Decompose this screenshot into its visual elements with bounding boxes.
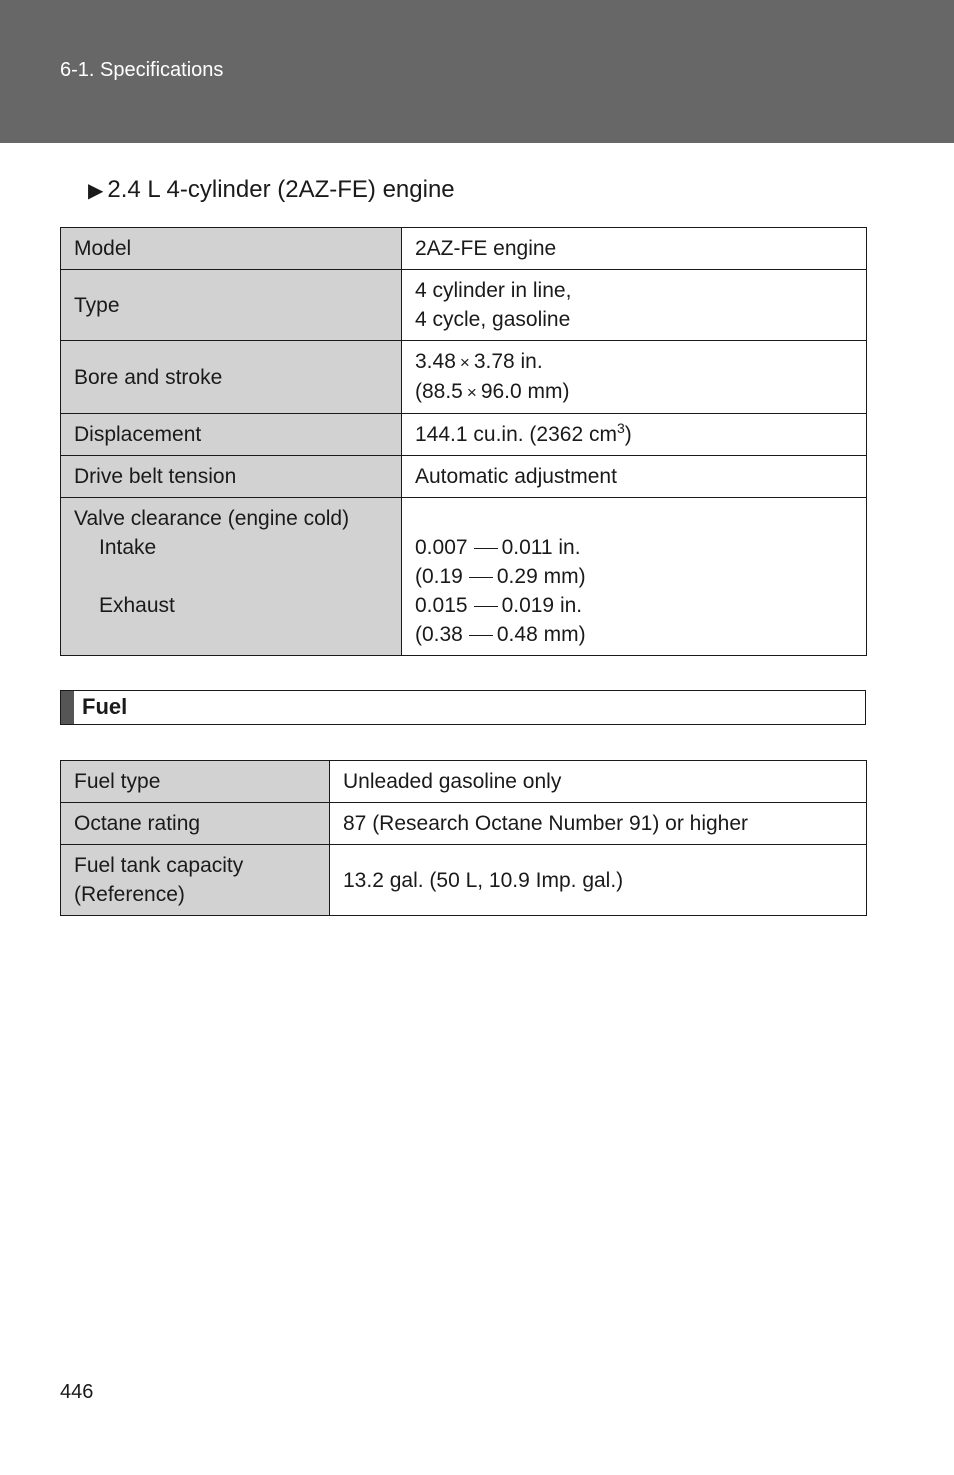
section-label: 6-1. Specifications xyxy=(60,59,224,81)
exhaust-mm-max: 0.48 mm) xyxy=(496,623,586,646)
engine-spec-table xyxy=(60,227,867,656)
table-row xyxy=(61,845,867,916)
table-row xyxy=(61,270,867,341)
fuel-type-label: Fuel type xyxy=(61,761,330,803)
times-sign: × xyxy=(466,383,477,402)
page-number: 446 xyxy=(60,1381,94,1403)
table-row xyxy=(61,761,867,803)
fuel-tank-capacity-label xyxy=(61,845,330,916)
fuel-section-title: Fuel xyxy=(82,694,128,719)
times-sign: × xyxy=(459,353,470,372)
intake-mm-max: 0.29 mm) xyxy=(496,565,586,588)
stroke-in: 3.78 in. xyxy=(473,350,543,373)
intake-in-min: 0.007 xyxy=(415,536,468,559)
fuel-type-value: Unleaded gasoline only xyxy=(330,761,867,803)
valve-clearance-title: Valve clearance (engine cold) xyxy=(74,507,350,530)
engine-heading xyxy=(88,176,455,204)
table-row xyxy=(61,414,867,456)
type-value-line1: 4 cylinder in line, xyxy=(415,279,572,302)
stroke-mm: 96.0 mm) xyxy=(480,380,570,403)
octane-rating-label: Octane rating xyxy=(61,803,330,845)
octane-rating-value: 87 (Research Octane Number 91) or higher xyxy=(330,803,867,845)
table-row xyxy=(61,341,867,414)
exhaust-mm-min: (0.38 xyxy=(415,623,463,646)
exhaust-in-max: 0.019 in. xyxy=(501,594,583,617)
triangle-bullet-icon: ▶ xyxy=(88,180,104,202)
bore-mm: (88.5 xyxy=(415,380,463,403)
fuel-section-header xyxy=(60,690,866,725)
model-label: Model xyxy=(61,228,402,270)
table-row xyxy=(61,803,867,845)
type-label: Type xyxy=(61,270,402,341)
range-dash xyxy=(474,548,498,549)
displacement-value xyxy=(402,414,867,456)
fuel-tank-capacity-value: 13.2 gal. (50 L, 10.9 Imp. gal.) xyxy=(330,845,867,916)
valve-clearance-value xyxy=(402,498,867,656)
displacement-end: ) xyxy=(624,423,632,446)
fuel-tank-label-line2: (Reference) xyxy=(74,883,185,906)
displacement-superscript: 3 xyxy=(616,420,625,436)
bore-stroke-value xyxy=(402,341,867,414)
table-row xyxy=(61,228,867,270)
displacement-label: Displacement xyxy=(61,414,402,456)
displacement-main: 144.1 cu.in. (2362 cm xyxy=(415,423,617,446)
table-row xyxy=(61,456,867,498)
engine-heading-text: 2.4 L 4-cylinder (2AZ-FE) engine xyxy=(107,176,455,203)
header-band xyxy=(0,0,954,143)
type-value xyxy=(402,270,867,341)
valve-clearance-label xyxy=(61,498,402,656)
drive-belt-label: Drive belt tension xyxy=(61,456,402,498)
fuel-tank-label-line1: Fuel tank capacity xyxy=(74,854,244,877)
model-value: 2AZ-FE engine xyxy=(402,228,867,270)
range-dash xyxy=(469,577,493,578)
bore-in: 3.48 xyxy=(415,350,456,373)
section-marker xyxy=(61,691,74,724)
drive-belt-value: Automatic adjustment xyxy=(402,456,867,498)
bore-stroke-label: Bore and stroke xyxy=(61,341,402,414)
fuel-spec-table xyxy=(60,760,867,916)
exhaust-label: Exhaust xyxy=(99,594,175,617)
table-row xyxy=(61,498,867,656)
range-dash xyxy=(474,606,498,607)
exhaust-in-min: 0.015 xyxy=(415,594,468,617)
type-value-line2: 4 cycle, gasoline xyxy=(415,308,571,331)
intake-in-max: 0.011 in. xyxy=(501,536,581,559)
intake-mm-min: (0.19 xyxy=(415,565,463,588)
range-dash xyxy=(469,635,493,636)
intake-label: Intake xyxy=(99,536,157,559)
